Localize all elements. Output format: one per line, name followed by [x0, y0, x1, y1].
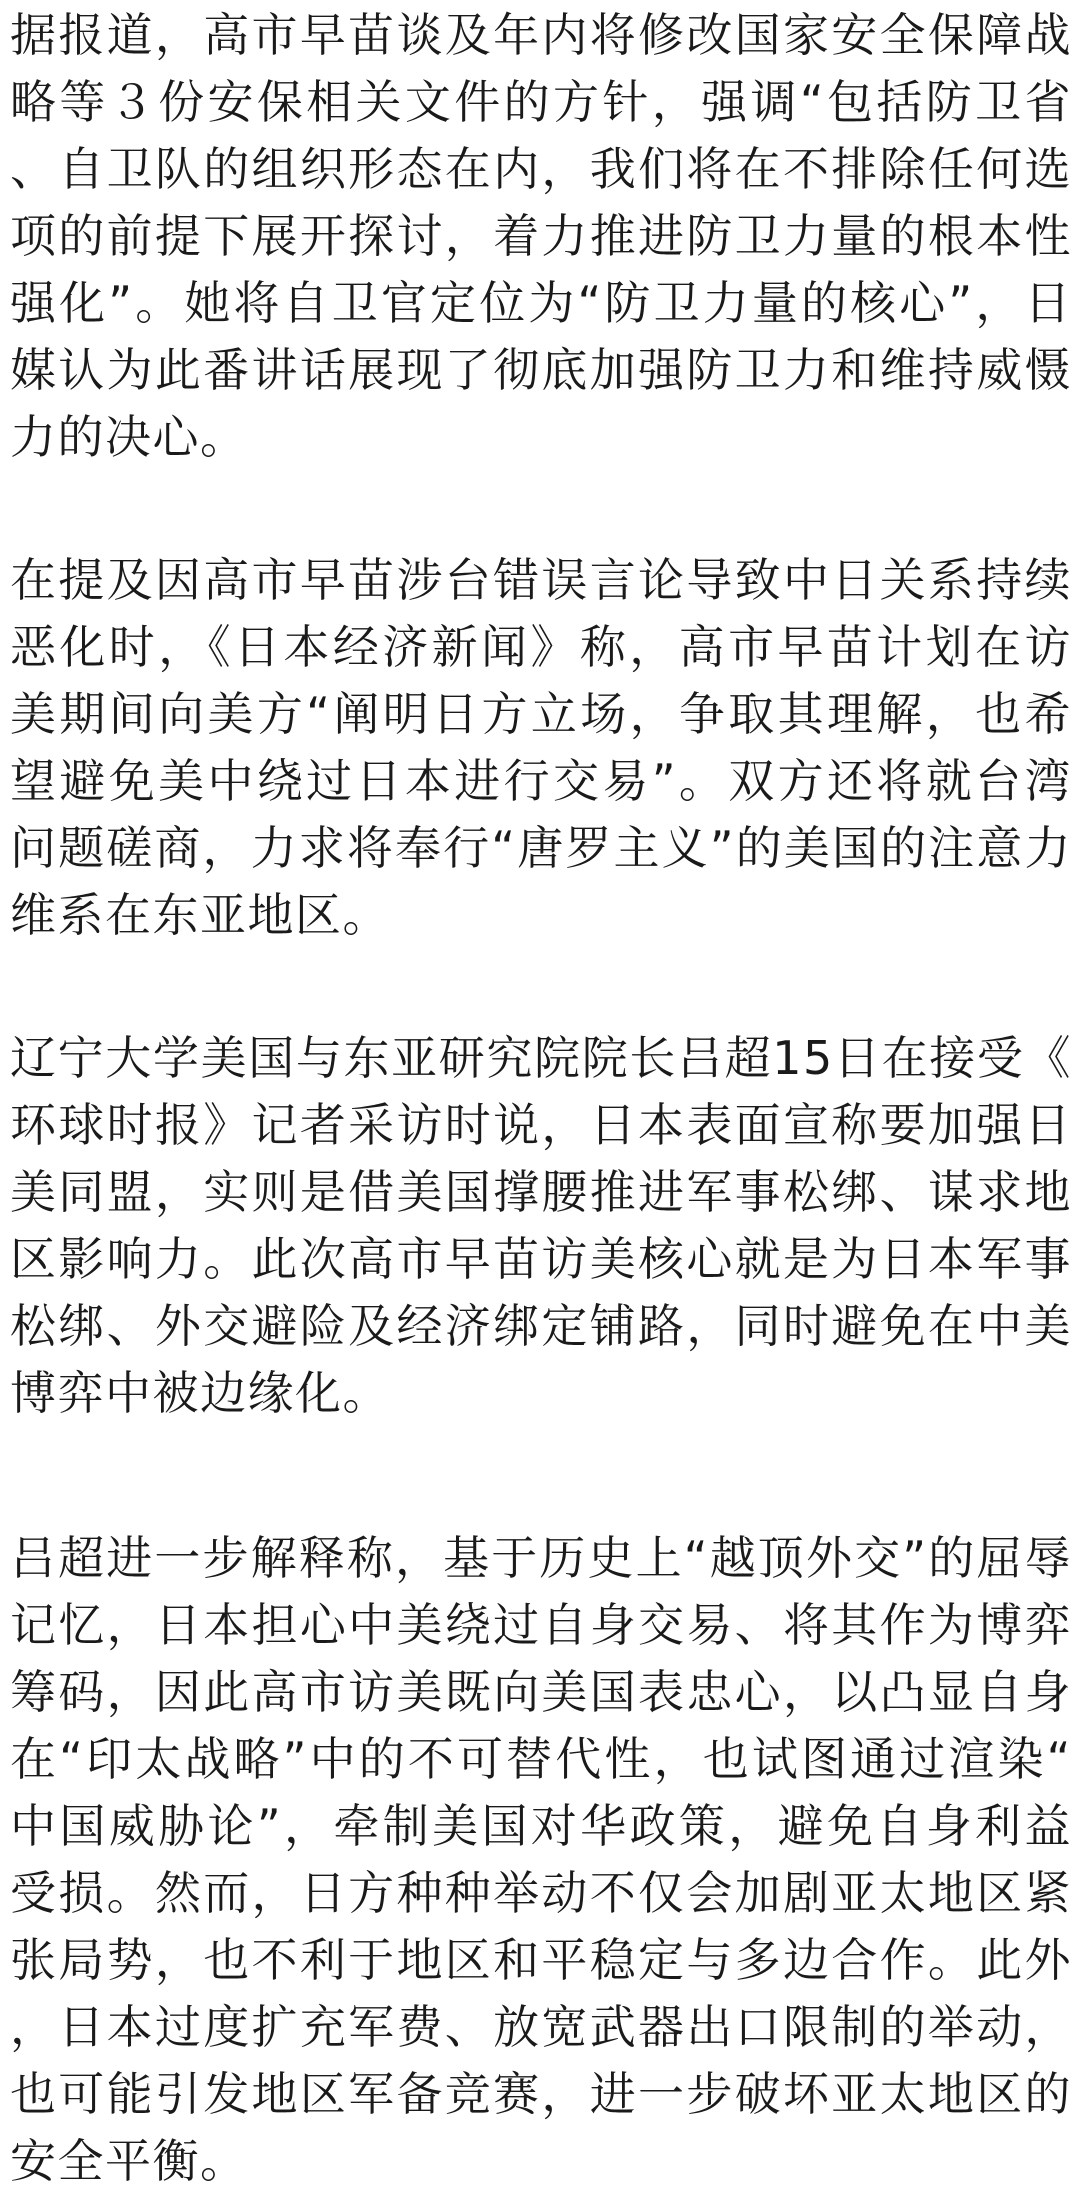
paragraph-4: 吕超进一步解释称，基于历史上“越顶外交”的屈辱记忆，日本担心中美绕过自身交易、将其作为博弈筹码，因此高市访美既向美国表忠心，以凸显自身在“印太战略”中的不可替代性，也试图通过渲染“中国威胁论”，牵制美国对华政策，避免自身利益受损。然而，日方种种举动不仅会加剧亚太地区紧张局势，也不利于地区和平稳定与多边合作。此外，日本过度扩充军费、放宽武器出口限制的举动，也可能引发地区军备竞赛，进一步破坏亚太地区的安全平衡。 [10, 1531, 1072, 2188]
article-body [10, 2, 1072, 2195]
paragraph-3: 辽宁大学美国与东亚研究院院长吕超15日在接受《环球时报》记者采访时说，日本表面宣称要加强日美同盟，实则是借美国撑腰推进军事松绑、谋求地区影响力。此次高市早苗访美核心就是为日本军事松绑、外交避险及经济绑定铺路，同时避免在中美博弈中被边缘化。 [10, 1031, 1072, 1420]
paragraph-1: 据报道，高市早苗谈及年内将修改国家安全保障战略等３份安保相关文件的方针，强调“包括防卫省、自卫队的组织形态在内，我们将在不排除任何选项的前提下展开探讨，着力推进防卫力量的根本性强化”。她将自卫官定位为“防卫力量的核心”，日媒认为此番讲话展现了彻底加强防卫力和维持威慑力的决心。 [10, 8, 1072, 464]
paragraph-2: 在提及因高市早苗涉台错误言论导致中日关系持续恶化时，《日本经济新闻》称，高市早苗计划在访美期间向美方“阐明日方立场，争取其理解，也希望避免美中绕过日本进行交易”。双方还将就台湾问题磋商，力求将奉行“唐罗主义”的美国的注意力维系在东亚地区。 [10, 553, 1072, 942]
